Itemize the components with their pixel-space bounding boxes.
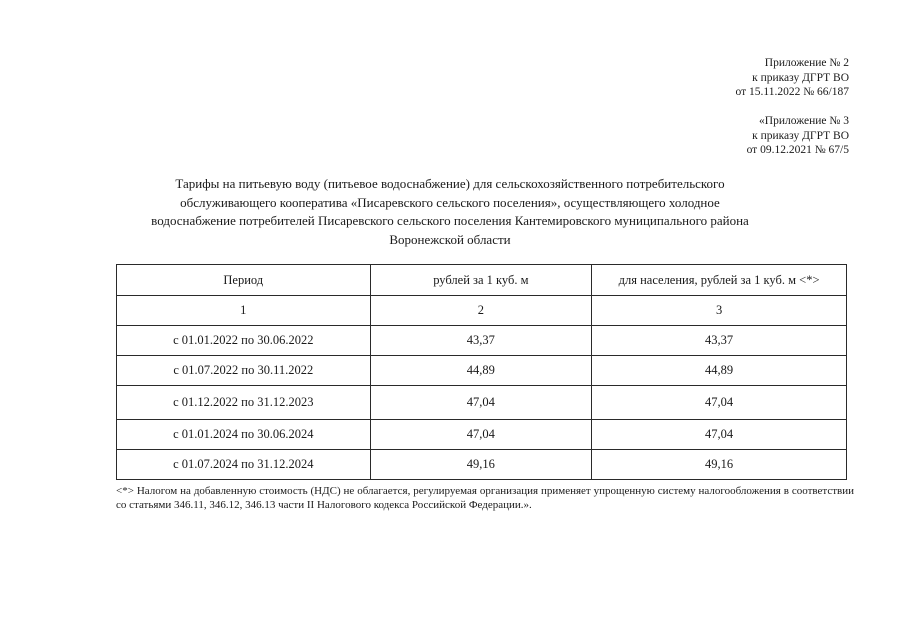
column-number-row	[117, 296, 847, 326]
table-row	[117, 420, 847, 450]
title-line: обслуживающего кооператива «Писаревского сельского поселения», осуществляющего холодное	[180, 194, 720, 210]
annex-date: от 09.12.2021 № 67/5	[746, 144, 849, 156]
annex-order: к приказу ДГРТ ВО	[752, 71, 849, 84]
table-row	[117, 326, 847, 356]
table-row	[117, 356, 847, 386]
column-header-period: Период	[117, 265, 371, 296]
annex-reference-previous	[747, 114, 849, 158]
column-number: 2	[370, 296, 592, 326]
title-line: Тарифы на питьевую воду (питьевое водоснабжение) для сельскохозяйственного потребительского	[175, 176, 725, 191]
period-cell: с 01.12.2022 по 31.12.2023	[117, 386, 371, 420]
table-row	[117, 450, 847, 480]
annex-date: от 15.11.2022 № 66/187	[735, 86, 849, 98]
title-line: водоснабжение потребителей Писаревского сельского поселения Кантемировского муниципального района	[151, 213, 749, 228]
annex-reference-current	[736, 56, 850, 100]
table-header-row	[117, 265, 847, 296]
rate-cell: 43,37	[370, 326, 592, 356]
period-cell: с 01.01.2024 по 30.06.2024	[117, 420, 371, 450]
population-rate-cell: 47,04	[592, 386, 847, 420]
population-rate-cell: 44,89	[592, 356, 847, 386]
population-rate-cell: 47,04	[592, 420, 847, 450]
column-header-population-rate: для населения, рублей за 1 куб. м <*>	[592, 265, 847, 296]
column-number: 3	[592, 296, 847, 326]
column-header-rate: рублей за 1 куб. м	[370, 265, 592, 296]
period-cell: с 01.07.2022 по 30.11.2022	[117, 356, 371, 386]
rate-cell: 47,04	[370, 420, 592, 450]
period-cell: с 01.01.2022 по 30.06.2022	[117, 326, 371, 356]
column-number: 1	[117, 296, 371, 326]
rate-cell: 47,04	[370, 386, 592, 420]
tariff-table	[116, 264, 847, 480]
annex-order: к приказу ДГРТ ВО	[752, 129, 849, 142]
population-rate-cell: 49,16	[592, 450, 847, 480]
annex-number: «Приложение № 3	[759, 115, 849, 127]
period-cell: с 01.07.2024 по 31.12.2024	[117, 450, 371, 480]
rate-cell: 44,89	[370, 356, 592, 386]
footnote: <*> Налогом на добавленную стоимость (НДС) не облагается, регулируемая организация применяет упрощенную систему налогообложения в соответствии со статьями 346.11, 346.12, 346.13 части II Налогового кодекса Российской Федерации.».	[116, 485, 854, 511]
table-row	[117, 386, 847, 420]
rate-cell: 49,16	[370, 450, 592, 480]
title-line: Воронежской области	[389, 231, 511, 247]
annex-number: Приложение № 2	[764, 57, 849, 69]
document-title	[100, 175, 800, 249]
population-rate-cell: 43,37	[592, 326, 847, 356]
